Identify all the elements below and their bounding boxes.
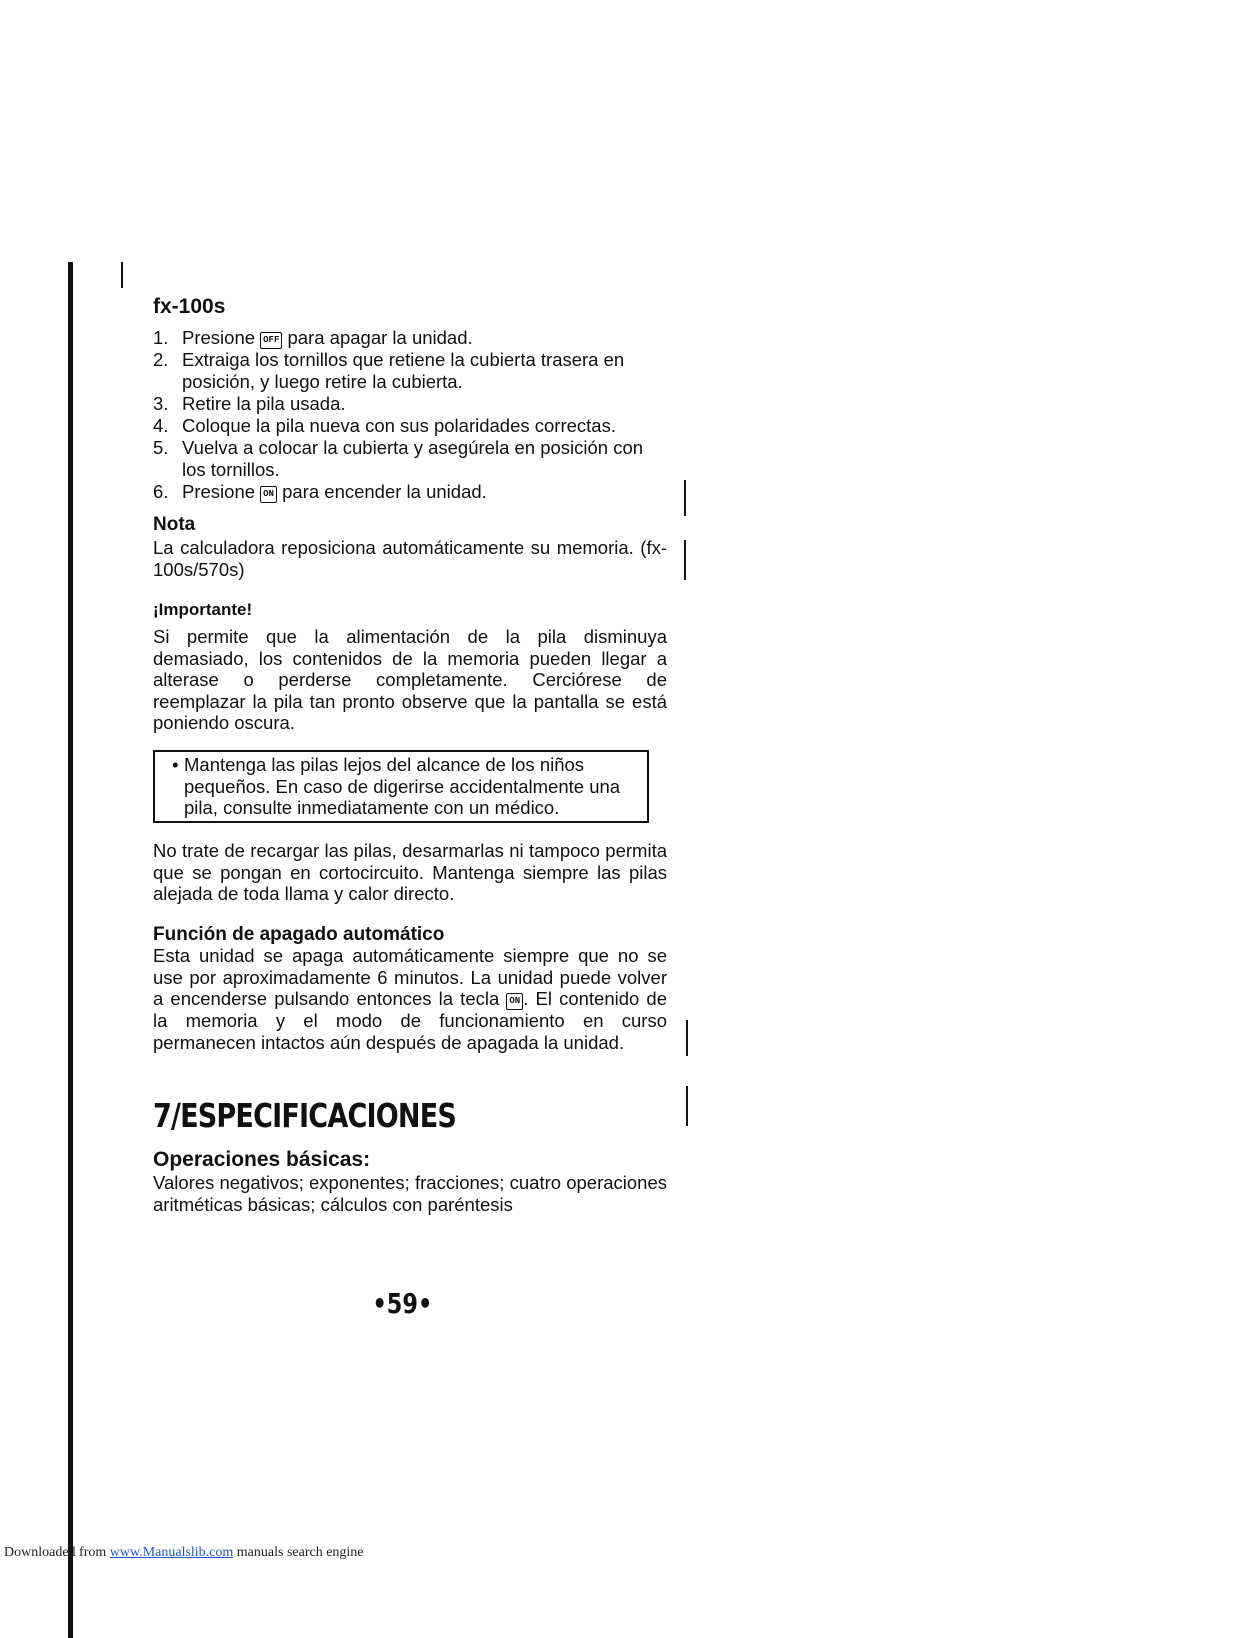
on-key-icon: ON <box>506 993 523 1010</box>
page-number: •59• <box>372 1287 433 1320</box>
manualslib-link[interactable]: www.Manualslib.com <box>109 1545 234 1560</box>
off-key-icon: OFF <box>260 332 282 349</box>
step-item: 3. Retire la pila usada. <box>153 393 346 414</box>
auto-off-text: Esta unidad se apaga automáticamente siempre que no se use por aproximadamente 6 minutos. La unidad puede volver a encenderse pulsando entonces la tecla ON . El contenido de la memoria y el modo de funcionamiento en curso permanecen intactos aún después de apagada la unidad. <box>153 945 668 1053</box>
warning-bullet: • <box>172 754 179 775</box>
step-item: 2. Extraiga los tornillos que retiene la cubierta trasera en posición, y luego retire la cubierta. <box>153 349 625 392</box>
scan-mark <box>686 1020 688 1056</box>
basic-ops-heading: Operaciones básicas: <box>153 1148 371 1171</box>
auto-off-heading: Función de apagado automático <box>153 924 445 945</box>
step-item: 4. Coloque la pila nueva con sus polaridades correctas. <box>153 415 616 436</box>
scan-mark <box>121 262 123 288</box>
recharge-warning-text: No trate de recargar las pilas, desarmarlas ni tampoco permita que se pongan en cortocircuito. Mantenga siempre las pilas alejada de toda llama y calor directo. <box>153 840 667 904</box>
scan-mark <box>684 480 686 516</box>
importante-heading: ¡Importante! <box>153 600 253 619</box>
model-heading: fx-100s <box>153 295 226 318</box>
importante-text: Si permite que la alimentación de la pila disminuya demasiado, los contenidos de la memoria pueden llegar a alterase o perderse completamente. Cerciórese de reemplazar la pila tan pronto observe que la pantalla se está poniendo oscura. <box>153 626 667 733</box>
basic-ops-text: Valores negativos; exponentes; fracciones; cuatro operaciones aritméticas básicas; cálculos con paréntesis <box>153 1172 667 1215</box>
section-title: 7/ESPECIFICACIONES <box>153 1096 457 1135</box>
step-item: 1. Presione OFF para apagar la unidad. <box>153 327 473 348</box>
warning-text: Mantenga las pilas lejos del alcance de los niños pequeños. En caso de digerirse accidentalmente una pila, consulte inmediatamente con un médico. <box>184 754 621 818</box>
battery-steps-list <box>153 327 669 503</box>
scan-edge-bar <box>68 262 73 1638</box>
step-item: 5. Vuelva a colocar la cubierta y asegúrela en posición con los tornillos. <box>153 437 644 480</box>
download-footer: Downloaded from www.Manualslib.com manuals search engine <box>4 1545 364 1560</box>
battery-warning-box <box>153 750 649 823</box>
nota-heading: Nota <box>153 514 196 535</box>
scan-mark <box>686 1086 688 1126</box>
nota-text: La calculadora reposiciona automáticamente su memoria. (fx-100s/570s) <box>153 537 667 580</box>
step-item: 6. Presione ON para encender la unidad. <box>153 481 487 502</box>
on-key-icon: ON <box>260 486 277 503</box>
scan-mark <box>684 540 686 580</box>
